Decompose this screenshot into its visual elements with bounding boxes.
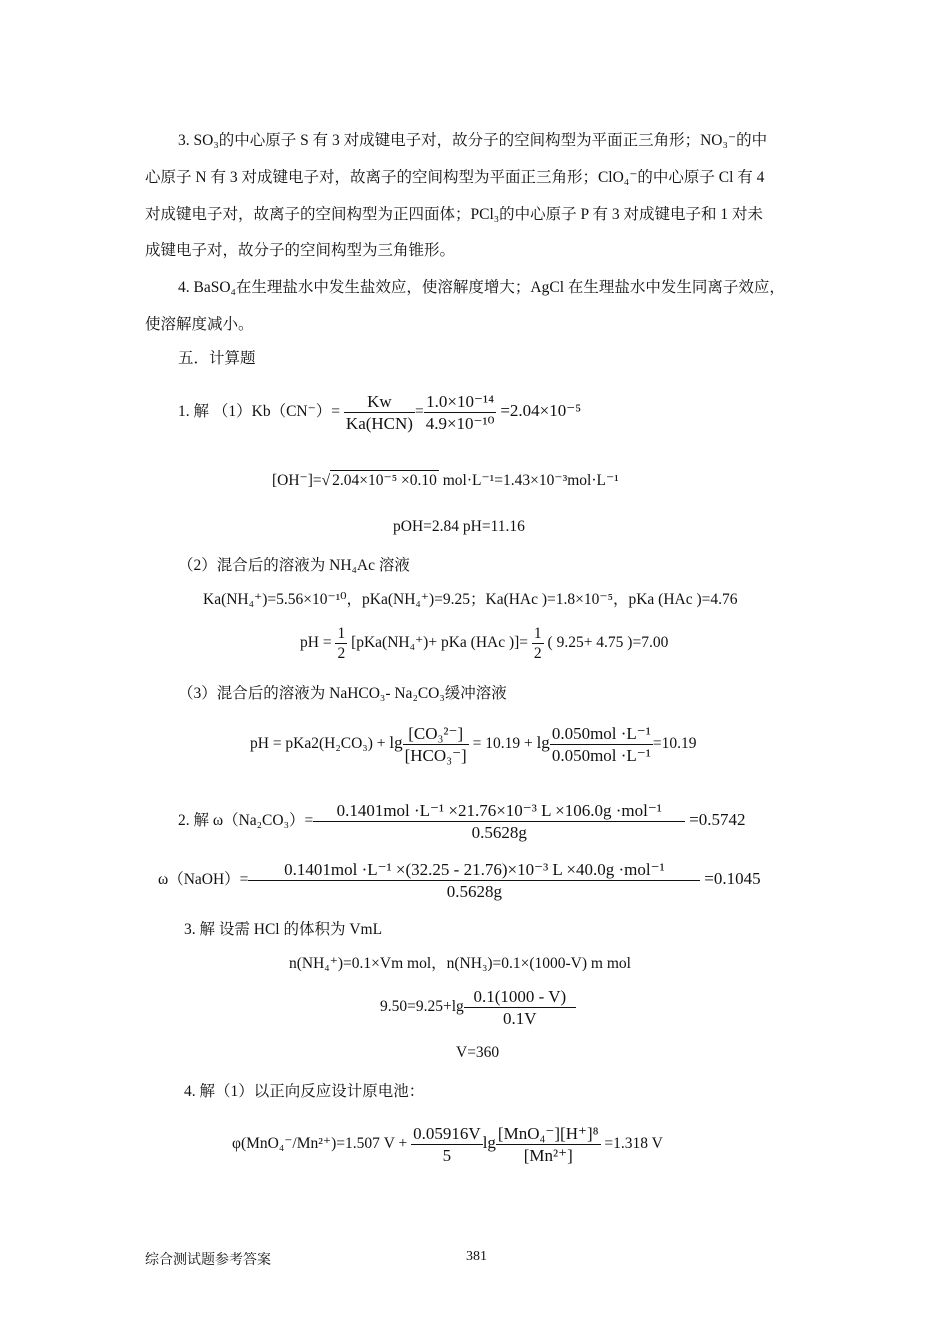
- footer-title: 综合测试题参考答案: [145, 1253, 271, 1268]
- kb-result: =2.04×10⁻⁵: [500, 401, 582, 420]
- q3-fraction: $\frac{0.1(1000 - V)}{0.1V}$: [464, 986, 576, 1030]
- item3-line3: 对成键电子对，故离子的空间构型为正四面体；PCl₃的中心原子 P 有 3 对成键电子和 1 对未: [145, 206, 763, 223]
- nernst-concentration-fraction: $\frac{\text{[MnO₄⁻][H⁺]⁸}}{\text{[Mn²⁺]}}$: [497, 1123, 599, 1165]
- q1-kb-lhs: Kb（CN⁻）=: [251, 403, 341, 420]
- oh-formula: [OH⁻]=√ 2.04×10⁻⁵ ×0.10 mol·L⁻¹=1.43×10⁻³mol·L⁻¹: [272, 472, 619, 489]
- concentration-ratio-fraction: $\frac{\text{0.050mol ·L⁻¹}}{\text{0.050mol ·L⁻¹}}$: [551, 723, 651, 765]
- item3-line1: 3. SO₃的中心原子 S 有 3 对成键电子对，故分子的空间构型为平面正三角形；NO₃⁻的中: [178, 132, 768, 149]
- naoh-fraction: $\frac{\text{0.1401mol ·L⁻¹ ×(32.25 - 21.76)×10⁻³ L ×40.0g ·mol⁻¹}}{0.5628g}$: [248, 859, 700, 903]
- na2co3-fraction: $\frac{\text{0.1401mol ·L⁻¹ ×21.76×10⁻³ L ×106.0g ·mol⁻¹}}{0.5628g}$: [313, 800, 685, 844]
- q2-naoh-formula: ω（NaOH）= $\frac{\text{0.1401mol ·L⁻¹ ×(32.25 - 21.76)×10⁻³ L ×40.0g ·mol⁻¹}}{0.5628g}$ =0.1045: [158, 859, 761, 901]
- half-fraction: $\frac{1}{2}$: [533, 624, 542, 662]
- kb-fraction-symbolic: $\frac{Kw}{\text{Ka(HCN)}}$: [345, 391, 413, 433]
- sqrt-icon: √: [321, 472, 331, 489]
- item4-line1: 4. BaSO₄在生理盐水中发生盐效应，使溶解度增大；AgCl 在生理盐水中发生同离子效应，: [178, 279, 785, 296]
- poh-line: pOH=2.84 pH=11.16: [393, 518, 525, 535]
- item4-line2: 使溶解度减小。: [145, 316, 254, 333]
- half-fraction: $\frac{1}{2}$: [337, 624, 346, 662]
- part3-ph-formula: pH = pKa2(H₂CO₃) + lg $\frac{\text{[CO₃²⁻]}}{\text{[HCO₃⁻]}}$ = 10.19 + lg $\frac{\text{0.050mol ·L⁻¹}}{\text{0.050mol ·L⁻¹}}$ =10.19: [250, 723, 697, 765]
- q4-phi-formula: φ(MnO₄⁻/Mn²⁺)=1.507 V + $\frac{0.05916V}{5}$ lg $\frac{\text{[MnO₄⁻][H⁺]⁸}}{\text{[Mn²⁺]}}$ =1.318 V: [232, 1123, 663, 1165]
- part2-title: （2）混合后的溶液为 NH₄Ac 溶液: [178, 557, 410, 574]
- part2-constants: Ka(NH₄⁺)=5.56×10⁻¹⁰，pKa(NH₄⁺)=9.25；Ka(HAc )=1.8×10⁻⁵，pKa (HAc )=4.76: [203, 591, 738, 608]
- item3-line4: 成键电子对，故分子的空间构型为三角锥形。: [145, 242, 456, 259]
- part3-title: （3）混合后的溶液为 NaHCO₃- Na₂CO₃缓冲溶液: [178, 685, 507, 702]
- q1-kb-formula: 1. 解 （1）Kb（CN⁻）= $\frac{Kw}{\text{Ka(HCN)}}$ = $\frac{\text{1.0×10⁻¹⁴}}{\text{4.9×10⁻¹⁰}}$ =2.04×10⁻⁵: [178, 391, 582, 433]
- carbonate-ratio-fraction: $\frac{\text{[CO₃²⁻]}}{\text{[HCO₃⁻]}}$: [404, 723, 467, 765]
- nernst-coefficient-fraction: $\frac{0.05916V}{5}$: [413, 1123, 481, 1165]
- q4-label: 4. 解（1）以正向反应设计原电池：: [184, 1083, 425, 1100]
- q2-na2co3-formula: 2. 解 ω（Na₂CO₃）= $\frac{\text{0.1401mol ·L⁻¹ ×21.76×10⁻³ L ×106.0g ·mol⁻¹}}{0.5628g}$ =0.5742: [178, 800, 746, 842]
- section-heading: 五．计算题: [178, 350, 256, 367]
- q3-moles: n(NH₄⁺)=0.1×Vm mol，n(NH₃)=0.1×(1000-V) m mol: [289, 955, 631, 972]
- q1-label: 1. 解 （1）: [178, 403, 252, 420]
- item3-line2: 心原子 N 有 3 对成键电子对，故离子的空间构型为平面正三角形；ClO₄⁻的中心原子 Cl 有 4: [145, 169, 765, 186]
- q3-equation: 9.50=9.25+lg $\frac{0.1(1000 - V)}{0.1V}$: [380, 984, 576, 1030]
- page-number: 381: [466, 1249, 487, 1264]
- q3-label: 3. 解 设需 HCl 的体积为 VmL: [184, 921, 383, 938]
- part2-ph-formula: pH = $\frac{1}{2}$ [pKa(NH₄⁺)+ pKa (HAc )]= $\frac{1}{2}$ ( 9.25+ 4.75 )=7.00: [300, 624, 669, 662]
- kb-fraction-numeric: $\frac{\text{1.0×10⁻¹⁴}}{\text{4.9×10⁻¹⁰}}$: [425, 391, 495, 433]
- q3-result: V=360: [456, 1044, 500, 1061]
